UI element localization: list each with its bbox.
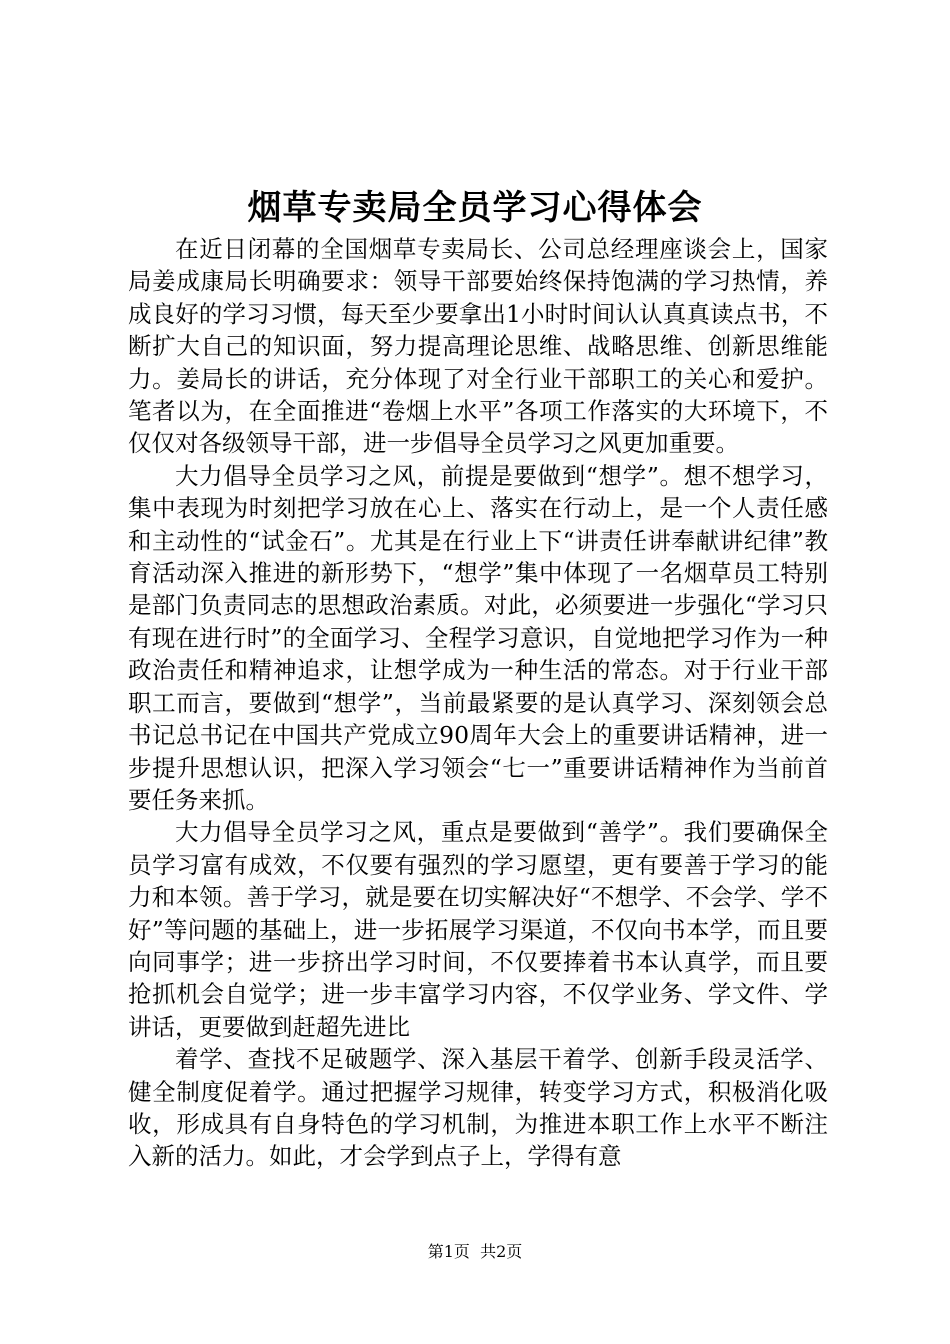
page-footer xyxy=(0,1240,950,1264)
page-number: 第1页 xyxy=(427,1242,470,1261)
paragraph-2: 大力倡导全员学习之风，前提是要做到“想学”。想不想学习，集中表现为时刻把学习放在心上、落实在行动上，是一个人责任感和主动性的“试金石”。尤其是在行业上下“讲责任讲奉献讲纪律”教育活动深入推进的新形势下，“想学”集中体现了一名烟草员工特别是部门负责同志的思想政治素质。对此，必须要进一步强化“学习只有现在进行时”的全面学习、全程学习意识，自觉地把学习作为一种政治责任和精神追求，让想学成为一种生活的常态。对于行业干部职工而言，要做到“想学”，当前最紧要的是认真学习、深刻领会总书记总书记在中国共产党成立90周年大会上的重要讲话精神，进一步提升思想认识，把深入学习领会“七一”重要讲话精神作为当前首要任务来抓。 xyxy=(128,461,828,814)
paragraph-4: 着学、查找不足破题学、深入基层干着学、创新手段灵活学、健全制度促着学。通过把握学习规律，转变学习方式，积极消化吸收，形成具有自身特色的学习机制，为推进本职工作上水平不断注入新的活力。如此，才会学到点子上，学得有意 xyxy=(128,1045,828,1171)
paragraph-1: 在近日闭幕的全国烟草专卖局长、公司总经理座谈会上，国家局姜成康局长明确要求：领导干部要始终保持饱满的学习热情，养成良好的学习习惯，每天至少要拿出1小时时间认认真真读点书，不断扩大自己的知识面，努力提高理论思维、战略思维、创新思维能力。姜局长的讲话，充分体现了对全行业干部职工的关心和爱护。笔者以为，在全面推进“卷烟上水平”各项工作落实的大环境下，不仅仅对各级领导干部，进一步倡导全员学习之风更加重要。 xyxy=(128,235,828,458)
document-body xyxy=(128,233,828,1173)
document-title: 烟草专卖局全员学习心得体会 xyxy=(247,188,703,228)
page-total: 共2页 xyxy=(480,1242,523,1261)
paragraph-3: 大力倡导全员学习之风，重点是要做到“善学”。我们要确保全员学习富有成效，不仅要有强烈的学习愿望，更有要善于学习的能力和本领。善于学习，就是要在切实解决好“不想学、不会学、学不好”等问题的基础上，进一步拓展学习渠道，不仅向书本学，而且要向同事学；进一步挤出学习时间，不仅要捧着书本认真学，而且要抢抓机会自觉学；进一步丰富学习内容，不仅学业务、学文件、学讲话，更要做到赶超先进比 xyxy=(128,818,828,1041)
